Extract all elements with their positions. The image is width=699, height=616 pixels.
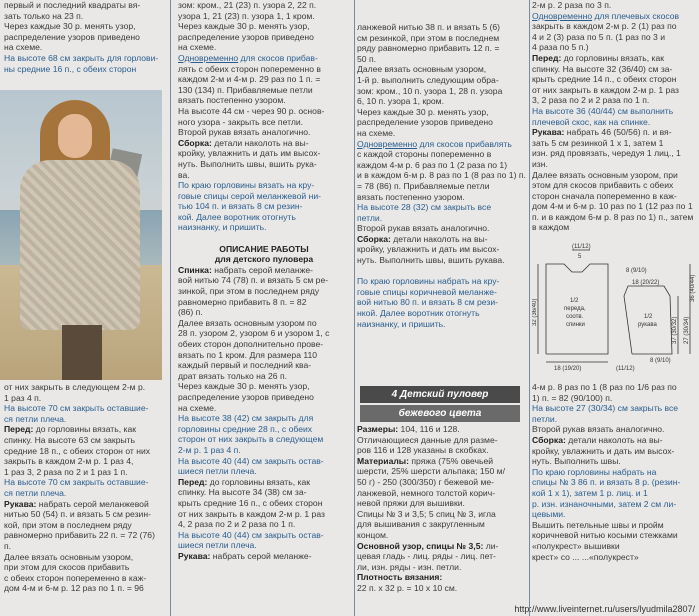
- col2-line: [178, 233, 350, 244]
- col2-line: говые спицы серой меланжевой ни-: [178, 190, 322, 201]
- col4-bottom-line: Сборка: детали наколоть на вы-: [532, 434, 663, 445]
- col3-top-line: вязать постепенно узором.: [357, 191, 465, 202]
- col1-top-line: зать только на 23 п.: [4, 10, 84, 21]
- col3-bottom-line: ли, изн. ряды - изн. петли.: [357, 561, 462, 572]
- col2-line: узора 1, 21 (23) п. узора 1, 1 кром.: [178, 10, 315, 21]
- col3-bottom-line: 22 п. х 32 р. = 10 х 10 см.: [357, 582, 458, 593]
- col4-bottom-line: спицы № 3 86 п. и вязать 8 р. (резин-: [532, 477, 681, 488]
- diagram-front-l3: соотв.: [566, 314, 584, 320]
- col3-bottom-line: для вышивания с закругленным: [357, 519, 485, 530]
- col4-bottom-line: цевыми.: [532, 509, 566, 520]
- diagram-front-l4: спинки: [566, 322, 585, 328]
- col2-line: вязать постепенно узором.: [178, 95, 286, 106]
- col2-line: 4, 2 раза по 2 и 2 раза по 1 п.: [178, 519, 296, 530]
- diagram-bottom-left: 18 (19/20): [554, 366, 582, 372]
- column-divider-2: [354, 0, 355, 616]
- col2-line: Одновременно для скосов прибав-: [178, 52, 318, 63]
- diagram-sleeve-dim: 37 (30/32): [672, 316, 678, 344]
- col2-line: сторон от них закрыть в следующем: [178, 434, 324, 445]
- col3-top-line: Через каждые 30 р. менять узор,: [357, 106, 489, 117]
- col4-bottom-line: р. изн. изнаночными, затем 2 см ли-: [532, 498, 677, 509]
- photo-face: [58, 114, 92, 158]
- column-3-bottom-text: [357, 424, 527, 594]
- col3-top-line: = 78 (86) п. Прибавляемые петли: [357, 180, 490, 191]
- col4-bottom-line: Второй рукав вязать аналогично.: [532, 424, 665, 435]
- model-photo: [0, 90, 162, 380]
- diagram-sleeve-top: 18 (20/22): [632, 280, 660, 286]
- column-1-top-text: [4, 0, 164, 74]
- col2-line: лять с обеих сторон попеременно в: [178, 63, 321, 74]
- col3-top-line: [357, 266, 527, 277]
- col3-bottom-line: невой пряжи для вышивки.: [357, 498, 465, 509]
- column-1-bottom: [4, 382, 164, 594]
- col3-top-line: петли.: [357, 212, 383, 223]
- col3-top-line: 50 п.: [357, 53, 376, 64]
- col2-line: каждый первый и последний ква-: [178, 360, 312, 371]
- col4-top-line: закрыть в каждом 2-м р. 2 (1) раз по: [532, 21, 677, 32]
- col2-line: Спинка: набрать серой меланже-: [178, 264, 313, 275]
- diagram-front-l1: 1/2: [570, 298, 579, 304]
- col4-bottom-line: 1) п. = 82 (90/100) п.: [532, 392, 613, 403]
- col2-line: кой. Далее воротник отогнуть: [178, 211, 296, 222]
- col3-top-line: с каждой стороны попеременно в: [357, 149, 492, 160]
- column-divider-3: [529, 0, 530, 616]
- photo-sweater: [20, 160, 140, 330]
- diagram-sleeve-l1: 1/2: [644, 314, 653, 320]
- col1-bottom-line: На высоте 70 см закрыть оставшие-: [4, 403, 149, 414]
- col4-top-line: зать 5 см резинкой 1 х 1, затем 1: [532, 137, 664, 148]
- col4-top-line: плечевой скос, как на спинке.: [532, 116, 651, 127]
- diagram-sleeve-l2: рукава: [638, 322, 657, 328]
- col2-line: Второй рукав вязать аналогично.: [178, 127, 311, 138]
- diagram-sleeve-bottom: 8 (9/10): [650, 358, 671, 364]
- col2-line: Рукава: набрать серой меланже-: [178, 550, 312, 561]
- col3-bottom-line: Плотность вязания:: [357, 572, 443, 583]
- col2-line: На высоте 40 (44) см закрыть остав-: [178, 455, 324, 466]
- col1-top-line: первый и последний квадраты вя-: [4, 0, 141, 10]
- section-banner-title: 4 Детский пуловер: [360, 386, 520, 403]
- col1-bottom-line: нитью 50 (54) п. и вязать 5 см резин-: [4, 509, 151, 520]
- col3-top-line: каждом 4-м р. 6 раз по 1 (2 раза по 1): [357, 159, 508, 170]
- col2-line: ва.: [178, 169, 190, 180]
- col2-line: ного узора - закрыть все петли.: [178, 116, 304, 127]
- col4-top-line: 4 раза по 5 п.): [532, 42, 589, 53]
- col2-line: По краю горловины вязать на кру-: [178, 180, 315, 191]
- col4-top-line: сторон сначала попеременно в каж-: [532, 190, 677, 201]
- col2-line: кройку, увлажнить и дать им высох-: [178, 148, 321, 159]
- section-banner-subtitle: бежевого цвета: [360, 405, 520, 422]
- col1-bottom-line: Рукава: набрать серой меланжевой: [4, 498, 149, 509]
- col3-top-line: вой нитью 80 п. и вязать 8 см рези-: [357, 297, 498, 308]
- col3-bottom-line: 50 г) - 250 (300/350) г бежевой ме-: [357, 476, 495, 487]
- col1-bottom-line: равномерно прибавить 22 п. = 72 (76) п.: [4, 530, 155, 551]
- col2-line: шиеся петли плеча.: [178, 540, 257, 551]
- col4-bottom-line: петли.: [532, 413, 558, 424]
- col2-line: Сборка: детали наколоть на вы-: [178, 137, 309, 148]
- col2-line: наизнанку, и пришить.: [178, 222, 267, 233]
- col2-line: горловины средние 28 п., с обеих: [178, 423, 313, 434]
- col4-bottom-line: По краю горловины набрать на: [532, 466, 657, 477]
- col3-bottom-line: Размеры: 104, 116 и 128.: [357, 424, 460, 434]
- col2-line: На высоте 38 (42) см закрыть для: [178, 413, 314, 424]
- col4-bottom-line: «полукрест» вышивки: [532, 540, 620, 551]
- col2-line: нуть. Выполнить швы, вшить рука-: [178, 158, 317, 169]
- col3-bottom-line: Материалы: пряжа (75% овечьей: [357, 455, 494, 466]
- col4-top-line: изн.: [532, 158, 548, 169]
- col2-line: вой нитью 74 (78) п. и вязать 5 см ре-: [178, 275, 329, 286]
- col2-line: тью 104 п. и вязать 8 см резин-: [178, 201, 303, 212]
- col3-top-line: ряду равномерно прибавить 12 п. =: [357, 43, 500, 54]
- col3-top-line: см резинкой, при этом в последнем: [357, 32, 500, 43]
- column-2: [178, 0, 350, 561]
- col3-top-line: на схеме.: [357, 127, 396, 138]
- col2-line: на схеме.: [178, 42, 217, 53]
- diagram-r1: 36 (40/44): [690, 274, 696, 302]
- col2-line: крыть средние 16 п., с обеих сторон: [178, 497, 323, 508]
- col2-line: спинку. На высоте 34 (38) см за-: [178, 487, 307, 498]
- col3-top-line: По краю горловины набрать на кру-: [357, 276, 500, 287]
- col2-line: распределение узоров приведено: [178, 391, 314, 402]
- col2-line: зом: кром., 21 (23) п. узора 2, 22 п.: [178, 0, 317, 10]
- col4-top-line: изн. ряд провязать, чередуя 1 лиц., 1: [532, 148, 681, 159]
- col1-bottom-line: 1 раз 3, 2 раза по 2 и 1 раз 1 п.: [4, 466, 128, 477]
- col3-top-line: Далее вязать основным узором,: [357, 64, 487, 75]
- col2-line: ОПИСАНИЕ РАБОТЫ: [219, 243, 309, 254]
- col1-bottom-line: дом 4-м и 6-м р. 12 раз по 1 п. = 96: [4, 583, 144, 594]
- col1-bottom-line: спинку. На высоте 63 см закрыть: [4, 434, 136, 445]
- column-3: [357, 0, 527, 329]
- sleeve-piece-outline: [624, 286, 672, 354]
- col3-top-line: распределение узоров приведено: [357, 117, 493, 128]
- col4-bottom-line: 4-м р. 8 раз по 1 (8 раз по 1/6 раз по: [532, 382, 677, 392]
- col4-top-line: 3, 2 раза по 2 и 2 раза по 1 п.: [532, 95, 650, 106]
- col1-top-line: Через каждые 30 р. менять узор,: [4, 21, 136, 32]
- col2-line: равномерно прибавить 8 п. = 82: [178, 296, 307, 307]
- col4-top-line: спинку. На высоте 32 (36/40) см за-: [532, 63, 673, 74]
- col4-top-line: 2-м р. 2 раза по 3 п.: [532, 0, 612, 10]
- col4-top-line: 4 и 2 (3) раза по 5 п. (1 раз по 3 и: [532, 31, 666, 42]
- col4-bottom-line: крест» со ... ...«полукрест»: [532, 551, 639, 562]
- photo-legs: [62, 325, 102, 380]
- col2-line: вязать по 1 кром. Для размера 110: [178, 349, 318, 360]
- col3-bottom-line: Отличающиеся данные для разме-: [357, 434, 498, 445]
- col4-top-line: от них закрыть в каждом 2-м р. 1 раз: [532, 84, 679, 95]
- col4-top-line: Перед: до горловины вязать, как: [532, 52, 664, 63]
- col4-top-line: дом 4-м и 6-м р. 10 раз по 1 (12 раз по 1: [532, 201, 693, 212]
- col2-line: от них закрыть в каждом 2-м р. 1 раз: [178, 508, 325, 519]
- col2-line: 2-м р. 1 раз 4 п.: [178, 444, 241, 455]
- col4-top-line: Рукава: набрать 46 (50/56) п. и вя-: [532, 127, 672, 138]
- col4-bottom-line: нуть. Выполнить швы.: [532, 456, 621, 467]
- pattern-diagram: [532, 242, 696, 372]
- col2-line: На высоте 44 см - через 90 р. основ-: [178, 105, 325, 116]
- col3-top-line: На высоте 28 (32) см закрыть все: [357, 202, 492, 213]
- col2-line: (86) п.: [178, 307, 203, 318]
- col1-top-line: На высоте 68 см закрыть для горлови-: [4, 52, 159, 63]
- col1-bottom-line: закрыть в каждом 2-м р. 1 раз 4,: [4, 456, 134, 467]
- col1-bottom-line: средние 18 п., с обеих сторон от них: [4, 445, 151, 456]
- col3-bottom-line: Основной узор, спицы № 3,5: ли-: [357, 540, 499, 551]
- col3-top-line: 1-й р. выполнить следующим обра-: [357, 74, 499, 85]
- col4-top-line: Одновременно для плечевых скосов: [532, 10, 680, 21]
- col4-bottom-line: На высоте 27 (30/34) см закрыть все: [532, 403, 679, 414]
- col1-bottom-line: Перед: до горловины вязать, как: [4, 424, 136, 435]
- diagram-shoulder: 8 (9/10): [626, 268, 647, 274]
- col3-bottom-line: концом.: [357, 529, 389, 540]
- column-4: [532, 0, 696, 233]
- col2-line: драт вязать только на 26 п.: [178, 370, 288, 381]
- col4-top-line: крыть средние 14 п., с обеих сторон: [532, 74, 677, 85]
- col3-top-line: наизнанку, и пришить.: [357, 318, 446, 329]
- col3-top-line: и в каждом 6-м р. 8 раз по 1 (8 раз по 1) п.: [357, 170, 526, 181]
- col4-bottom-line: кройку, увлажнить и дать им высох-: [532, 445, 675, 456]
- col4-bottom-line: кой 1 х 1), затем 1 р. лиц. и 1: [532, 487, 648, 498]
- col2-line: обеих сторон дополнительно прове-: [178, 339, 324, 349]
- col2-line: для детского пуловера: [214, 254, 314, 265]
- col2-line: на схеме.: [178, 402, 217, 413]
- col3-top-line: 6, 10 п. узора 1, кром.: [357, 96, 444, 107]
- col4-top-line: Далее вязать основным узором, при: [532, 169, 678, 180]
- col1-bottom-line: На высоте 70 см закрыть оставшие-: [4, 477, 149, 488]
- column-3-bottom: [357, 424, 527, 594]
- col1-bottom-line: с обеих сторон попеременно в каж-: [4, 572, 147, 583]
- col2-line: Через каждые 30 р. менять узор,: [178, 21, 310, 32]
- col2-line: распределение узоров приведено: [178, 31, 314, 42]
- diagram-front-l2: переда,: [564, 306, 586, 312]
- col1-top-line: ны средние 16 п., с обеих сторон: [4, 63, 137, 74]
- col3-bottom-line: цевая гладь - лиц. ряды - лиц. пет-: [357, 551, 496, 562]
- col3-top-line: ланжевой нитью 38 п. и вязать 5 (6): [357, 22, 500, 32]
- column-3-top-text: [357, 0, 527, 329]
- diagram-top1: (11/12): [572, 244, 591, 250]
- col2-line: зинкой, при этом в последнем ряду: [178, 286, 320, 297]
- col1-top-line: на схеме.: [4, 42, 43, 53]
- diagram-sleeve-right: 27 (30/34): [684, 316, 690, 344]
- col1-top-line: распределение узоров приведено: [4, 31, 140, 42]
- column-4-top-text: [532, 0, 696, 233]
- col1-bottom-line: от них закрыть в следующем 2-м р.: [4, 382, 146, 392]
- col1-bottom-line: 1 раз 4 п.: [4, 392, 42, 403]
- col3-bottom-line: Спицы № 3 и 3,5; 5 спиц № 3, игла: [357, 508, 496, 519]
- col1-bottom-line: кой, при этом в последнем ряду: [4, 519, 132, 530]
- col3-bottom-line: шерсти, 25% шерсти альпака; 150 м/: [357, 466, 505, 477]
- col4-top-line: этом для скосов прибавить с обеих: [532, 180, 674, 191]
- col2-line: 28 п. узором 2, узором 6 и узором 1, с: [178, 328, 330, 339]
- col2-line: Далее вязать основным узором по: [178, 317, 317, 328]
- col3-bottom-line: ров 116 и 128 указаны в скобках.: [357, 445, 489, 456]
- col4-top-line: На высоте 36 (40/44) см выполнить: [532, 105, 674, 116]
- col2-line: На высоте 40 (44) см закрыть остав-: [178, 529, 324, 540]
- col1-bottom-line: при этом для скосов прибавить: [4, 562, 130, 573]
- diagram-left-side: 32 (36/40): [532, 298, 538, 326]
- col3-top-line: Второй рукав вязать аналогично.: [357, 223, 490, 234]
- column-1-bottom-text: [4, 382, 164, 594]
- col1-bottom-line: ся петли плеча.: [4, 413, 67, 424]
- col3-top-line: нуть. Выполнить швы, вшить рукава.: [357, 255, 505, 266]
- col4-bottom-line: Вышить петельные швы и пройм: [532, 519, 664, 530]
- col3-bottom-line: ланжевой, немного толстой корич-: [357, 487, 496, 498]
- col3-top-line: кройку, увлажнить и дать им высох-: [357, 244, 500, 255]
- col2-line: Перед: до горловины вязать, как: [178, 476, 310, 487]
- col2-line: Через каждые 30 р. менять узор,: [178, 381, 310, 392]
- column-4-bottom-text: [532, 382, 696, 562]
- column-divider-1: [170, 0, 171, 616]
- col3-top-line: говые спицы коричневой меланже-: [357, 286, 497, 297]
- col1-bottom-line: Далее вязать основным узором,: [4, 551, 134, 562]
- source-url: http://www.liveinternet.ru/users/lyudmila2807/: [514, 604, 695, 614]
- col3-top-line: зом: кром., 10 п. узора 1, 28 п. узора: [357, 85, 503, 96]
- col1-bottom-line: ся петли плеча.: [4, 487, 67, 498]
- col3-top-line: Сборка: детали наколоть на вы-: [357, 233, 488, 244]
- col3-top-line: нкой. Далее воротник отогнуть: [357, 308, 480, 319]
- col3-top-line: Одновременно для скосов прибавлять: [357, 138, 512, 149]
- column-1: [4, 0, 164, 74]
- diagram-bottom2: (11/12): [616, 366, 635, 372]
- col4-bottom-line: коричневой нитью косыми стежками: [532, 530, 678, 541]
- col4-top-line: п. и в каждом 6-м р. 8 раз по 1) п., затем в каждом: [532, 211, 694, 233]
- col2-line: 130 (134) п. Прибавляемые петли: [178, 84, 313, 95]
- diagram-top2: 5: [578, 254, 582, 260]
- col2-line: шиеся петли плеча.: [178, 466, 257, 477]
- col2-line: каждом 2-м и 4-м р. 29 раз по 1 п. =: [178, 74, 321, 85]
- column-4-bottom: [532, 382, 696, 562]
